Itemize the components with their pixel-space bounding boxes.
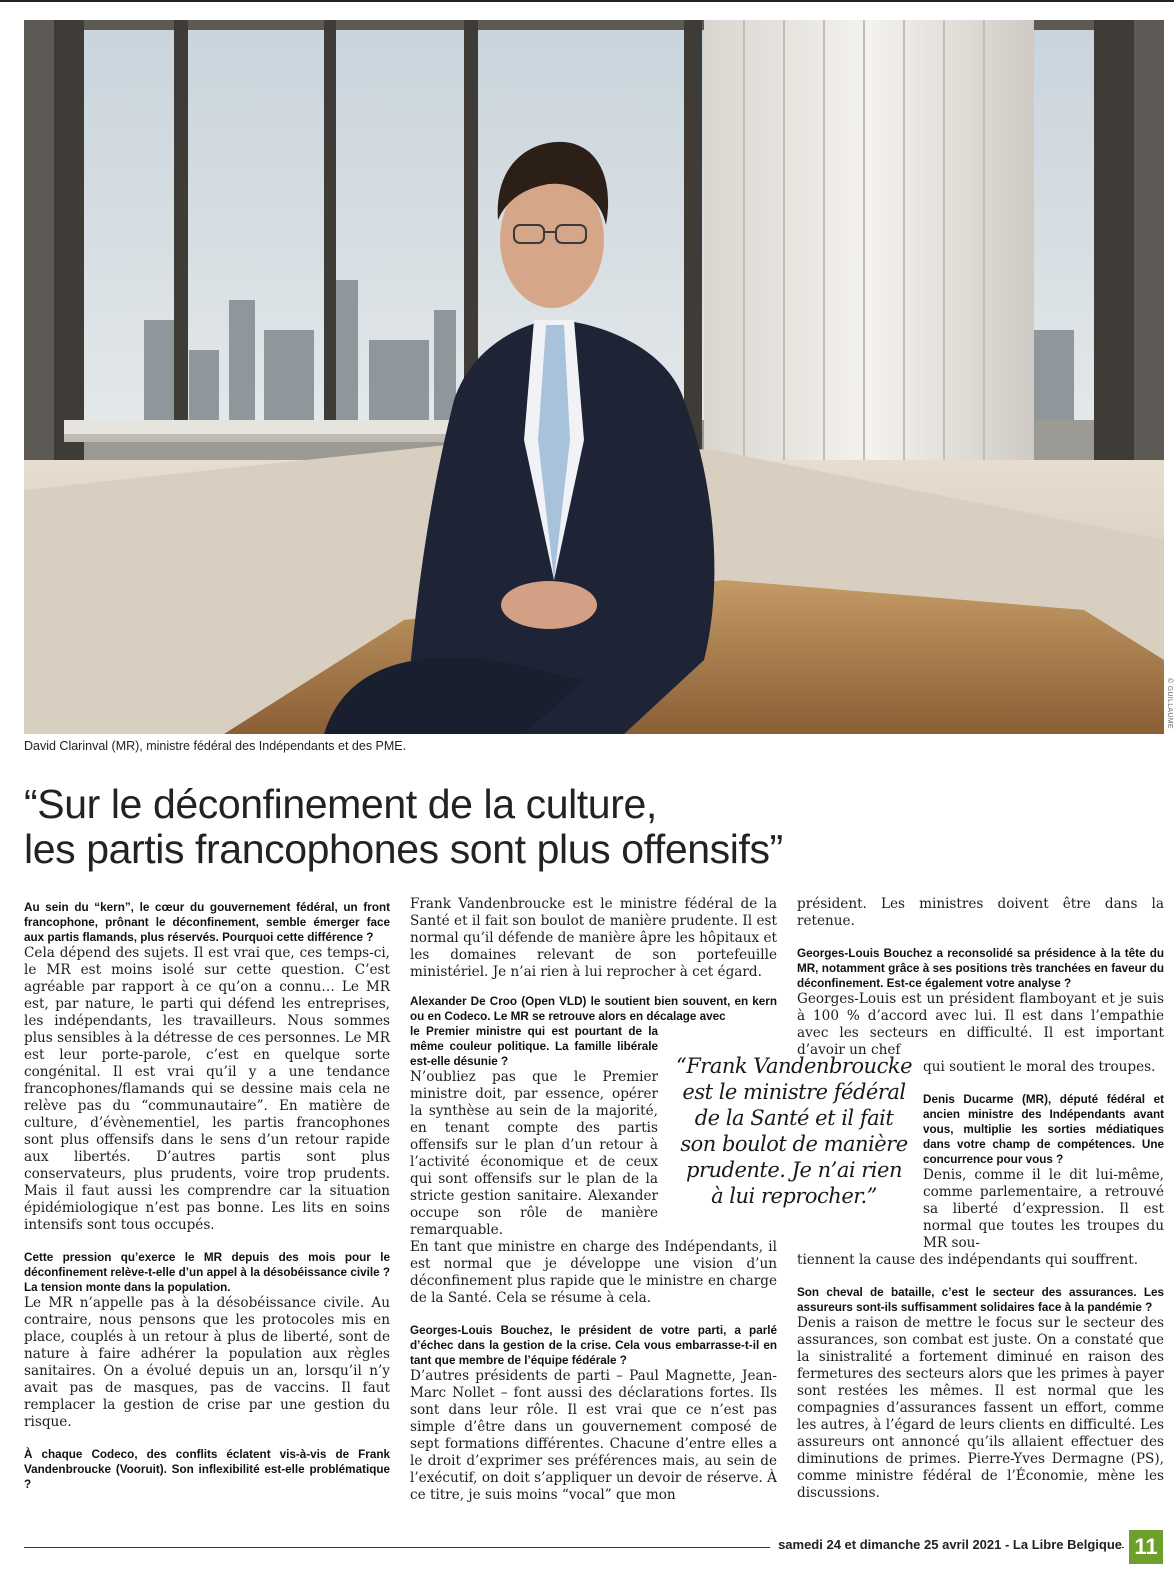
- answer-5: D’autres présidents de parti – Paul Magnette, Jean-Marc Nollet – font aussi des déclarations fortes. Ils sont dans leur rôle. Il est vrai que ce n’est pas simple d’être dans un gouvernement composé de sept formations différentes. Chacune d’entre elles a le droit d’exprimer ses préférences mais, au sein de l’exécutif, on doit s’appliquer un devoir de réserve. À ce titre, je suis moins “vocal” que mon: [410, 1368, 777, 1503]
- photo-credit: © GUILLAUME: [1166, 678, 1173, 729]
- question-1: Au sein du “kern”, le cœur du gouvernement fédéral, un front francophone, prônant le déconfinement, semble émerger face aux partis flamands, plus réservés. Pourquoi cette différence ?: [24, 901, 390, 944]
- question-4-continued: le Premier ministre qui est pourtant de la même couleur politique. La famille libérale est-elle désunie ?: [410, 1025, 658, 1068]
- portrait-illustration: [24, 20, 1164, 734]
- answer-7-continued: tiennent la cause des indépendants qui souffrent.: [797, 1252, 1139, 1268]
- answer-6-continued: qui soutient le moral des troupes.: [923, 1059, 1156, 1075]
- pull-quote-line: prudente. Je n’ai rien: [686, 1158, 902, 1182]
- article-photo: [24, 20, 1164, 734]
- question-2: Cette pression qu’exerce le MR depuis des mois pour le déconfinement relève-t-elle d’un appel à la désobéissance civile ? La tension monte dans la population.: [24, 1251, 390, 1294]
- answer-6: Georges-Louis est un président flamboyant et je suis à 100 % d’accord avec lui. Il est dans l’empathie avec les secteurs en difficulté. Il est important d’avoir un chef: [797, 991, 1164, 1058]
- question-6: Georges-Louis Bouchez a reconsolidé sa présidence à la tête du MR, notamment grâce à ses positions très tranchées en faveur du déconfinement. Est-ce également votre analyse ?: [797, 947, 1164, 990]
- headline-line-1: “Sur le déconfinement de la culture,: [24, 781, 657, 827]
- answer-1: Cela dépend des sujets. Il est vrai que, ces temps-ci, le MR est moins isolé sur cette question. C’est agréable par rapport à ce qu’on a connu… Le MR est, par nature, le parti qui défend les entreprises, les indépendants, les travailleurs. Nous sommes plus sensibles à la détresse de ces personnes. Le MR est leur porte-parole, c’est en quelque sorte congénital. Il est vrai qu’il y a une tendance francophones/flamands qui se dessine mais cela ne relève pas du “communautaire”. En matière de culture, d’évènementiel, les partis francophones sont plus offensifs dans le sens d’un retour rapide aux libertés. D’autres partis sont plus conservateurs, plus prudents, voire trop prudents. Mais il faut aussi les comprendre car la situation épidémiologique n’est pas bonne. Les lits en soins intensifs sont tous occupés.: [24, 945, 391, 1233]
- pull-quote-line: à lui reprocher.”: [711, 1184, 877, 1208]
- article-column-1: [24, 900, 390, 1492]
- pull-quote-line: de la Santé et il fait: [694, 1106, 894, 1130]
- question-7: Denis Ducarme (MR), député fédéral et ancien ministre des Indépendants avant vous, multiplie les sorties médiatiques dans votre champ de compétences. Une concurrence pour vous ?: [923, 1093, 1164, 1166]
- article-column-3: [797, 896, 1164, 1502]
- answer-2: Le MR n’appelle pas à la désobéissance civile. Au contraire, nous pensons que les protocoles mis en place, couplés à un retour à plus de liberté, sont de nature à faire adhérer la population aux règles sanitaires. On a évolué depuis un an, lorsqu’il n’y avait pas de masques, pas de vaccins. Il faut remplacer la gestion de crise par une gestion du risque.: [24, 1295, 390, 1430]
- question-3: À chaque Codeco, des conflits éclatent vis-à-vis de Frank Vandenbroucke (Vooruit). Son inflexibilité est-elle problématique ?: [24, 1448, 390, 1491]
- headline-line-2: les partis francophones sont plus offensifs”: [24, 826, 783, 872]
- pull-quote-line: est le ministre fédéral: [682, 1080, 906, 1104]
- answer-5-end: président. Les ministres doivent être dans la retenue.: [797, 896, 1164, 929]
- answer-4: N’oubliez pas que le Premier ministre doit, par essence, opérer la synthèse au sein de la majorité, en tenant compte des partis offensifs sur le plan d’un retour à l’activité économique et de ceux qui sont offensifs sur le plan de la stricte gestion sanitaire. Alexander occupe son rôle de manière remarquable.: [410, 1069, 658, 1238]
- answer-8: Denis a raison de mettre le focus sur le secteur des assurances, son combat est juste. On a constaté que la sinistralité a fortement diminué en raison des fermetures des secteurs alors que les primes à payer sont restées les mêmes. Il est normal que les compagnies d’assurances fassent un effort, comme les autres, à l’égard de leurs clients en difficulté. Les assureurs ont annoncé qu’ils allaient effectuer des diminutions de primes. Pierre-Yves Dermagne (PS), comme ministre fédéral de l’Économie, mène les discussions.: [797, 1315, 1164, 1501]
- question-5: Georges-Louis Bouchez, le président de votre parti, a parlé d’échec dans la gestion de la crise. Cela vous embarrasse-t-il en tant que membre de l’équipe fédérale ?: [410, 1324, 777, 1367]
- page-number: 11: [1129, 1530, 1163, 1564]
- article-headline: [24, 782, 1024, 872]
- top-rule: [0, 0, 1174, 2]
- answer-7: Denis, comme il le dit lui-même, comme parlementaire, a retrouvé sa liberté d’expression. Il est normal que toutes les troupes du MR sou-: [923, 1167, 1164, 1251]
- pull-quote-line: “Frank Vandenbroucke: [675, 1054, 913, 1078]
- question-8: Son cheval de bataille, c’est le secteur des assurances. Les assureurs sont-ils suffisamment solidaires face à la pandémie ?: [797, 1286, 1164, 1314]
- photo-caption: David Clarinval (MR), ministre fédéral des Indépendants et des PME.: [24, 739, 407, 753]
- answer-3: Frank Vandenbroucke est le ministre fédéral de la Santé et il fait son boulot de manière prudente. Il est normal qu’il défende de manière âpre les hôpitaux et les domaines relevant de son portefeuille ministériel. Je n’ai rien à lui reprocher à cet égard.: [410, 896, 777, 980]
- answer-4-continued: En tant que ministre en charge des Indépendants, il est normal que je développe une vision d’un déconfinement plus rapide que le ministre en charge de la Santé. Cela se résume à cela.: [410, 1239, 777, 1306]
- question-4: Alexander De Croo (Open VLD) le soutient bien souvent, en kern ou en Codeco. Le MR se retrouve alors en décalage avec: [410, 995, 777, 1023]
- footer-date-source: samedi 24 et dimanche 25 avril 2021 - La Libre Belgique: [770, 1537, 1122, 1552]
- pull-quote-line: son boulot de manière: [680, 1132, 908, 1156]
